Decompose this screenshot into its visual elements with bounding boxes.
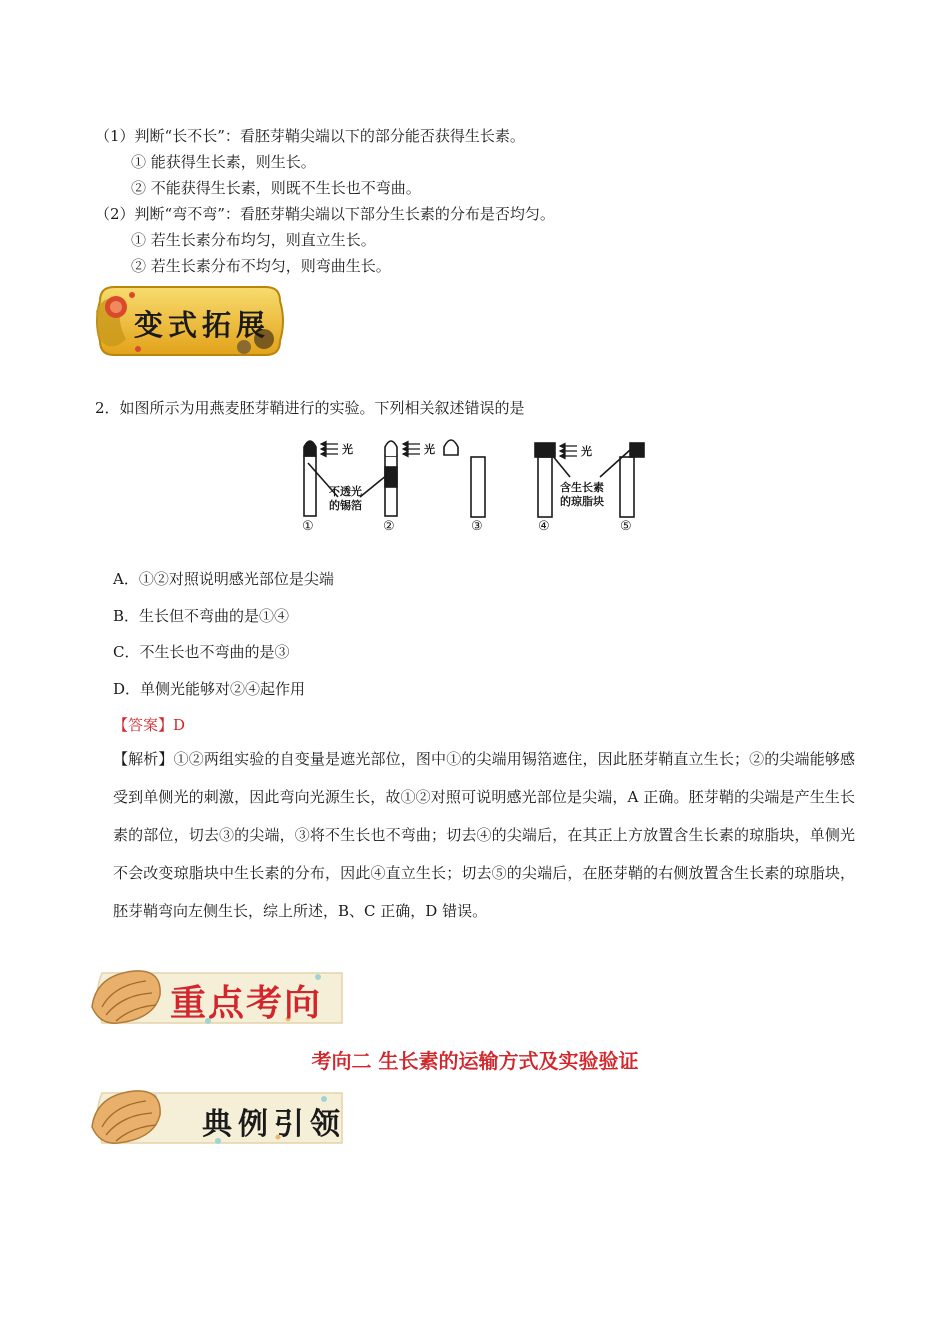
light-label-2: 光 <box>424 443 435 456</box>
question-stem: 2．如图所示为用燕麦胚芽鞘进行的实验。下列相关叙述错误的是 <box>95 399 525 417</box>
variant-banner-title: 变式拓展 <box>134 308 271 342</box>
variant-banner <box>92 281 288 361</box>
answer-label: 【答案】 <box>113 716 174 734</box>
fig-num-2: ② <box>383 519 395 534</box>
example-banner-title: 典例引领 <box>202 1107 346 1142</box>
judge-line-4: （2）判断“弯不弯”：看胚芽鞘尖端以下部分生长素的分布是否均匀。 <box>95 205 555 223</box>
light-label-3: 光 <box>581 445 592 458</box>
fig-num-1: ① <box>302 519 314 534</box>
judge-line-6: ② 若生长素分布不均匀，则弯曲生长。 <box>131 257 391 275</box>
judge-line-1: （1）判断“长不长”：看胚芽鞘尖端以下的部分能否获得生长素。 <box>95 127 525 145</box>
option-d: D．单侧光能够对②④起作用 <box>113 680 306 698</box>
option-a: A．①②对照说明感光部位是尖端 <box>113 570 334 588</box>
judge-line-2: ① 能获得生长素，则生长。 <box>131 153 316 171</box>
fig-num-5: ⑤ <box>620 519 632 534</box>
fig-num-3: ③ <box>471 519 483 534</box>
fig-num-4: ④ <box>538 519 550 534</box>
foil-label-1: 不透光 <box>329 485 362 498</box>
option-c: C．不生长也不弯曲的是③ <box>113 643 290 661</box>
section-title: 考向二 生长素的运输方式及实验验证 <box>311 1049 639 1073</box>
answer-line <box>113 714 185 735</box>
experiment-figure <box>294 435 654 539</box>
light-label-1: 光 <box>342 443 353 456</box>
option-b: B．生长但不弯曲的是①④ <box>113 607 290 625</box>
judge-line-5: ① 若生长素分布均匀，则直立生长。 <box>131 231 376 249</box>
key-banner <box>88 965 350 1031</box>
judge-line-3: ② 不能获得生长素，则既不生长也不弯曲。 <box>131 179 421 197</box>
example-banner <box>88 1085 350 1151</box>
answer-value: D <box>173 716 186 734</box>
foil-label-2: 的锡箔 <box>329 499 362 512</box>
key-banner-title: 重点考向 <box>170 982 323 1024</box>
agar-label-1: 含生长素 <box>560 481 604 494</box>
agar-label-2: 的琼脂块 <box>560 495 604 508</box>
analysis-paragraph: 【解析】①②两组实验的自变量是遮光部位，图中①的尖端用锡箔遮住，因此胚芽鞘直立生长；②的尖端能够感受到单侧光的刺激，因此弯向光源生长，故①②对照可说明感光部位是尖端，A 正确。胚芽鞘的尖端是产生生长素的部位，切去③的尖端，③将不生长也不弯曲；切去④的尖端后，在其正上方放置含生长素的琼脂块，单侧光不会改变琼脂块中生长素的分布，因此④直立生长；切去⑤的尖端后，在胚芽鞘的右侧放置含生长素的琼脂块，胚芽鞘弯向左侧生长，综上所述，B、C 正确，D 错误。 <box>113 750 855 920</box>
